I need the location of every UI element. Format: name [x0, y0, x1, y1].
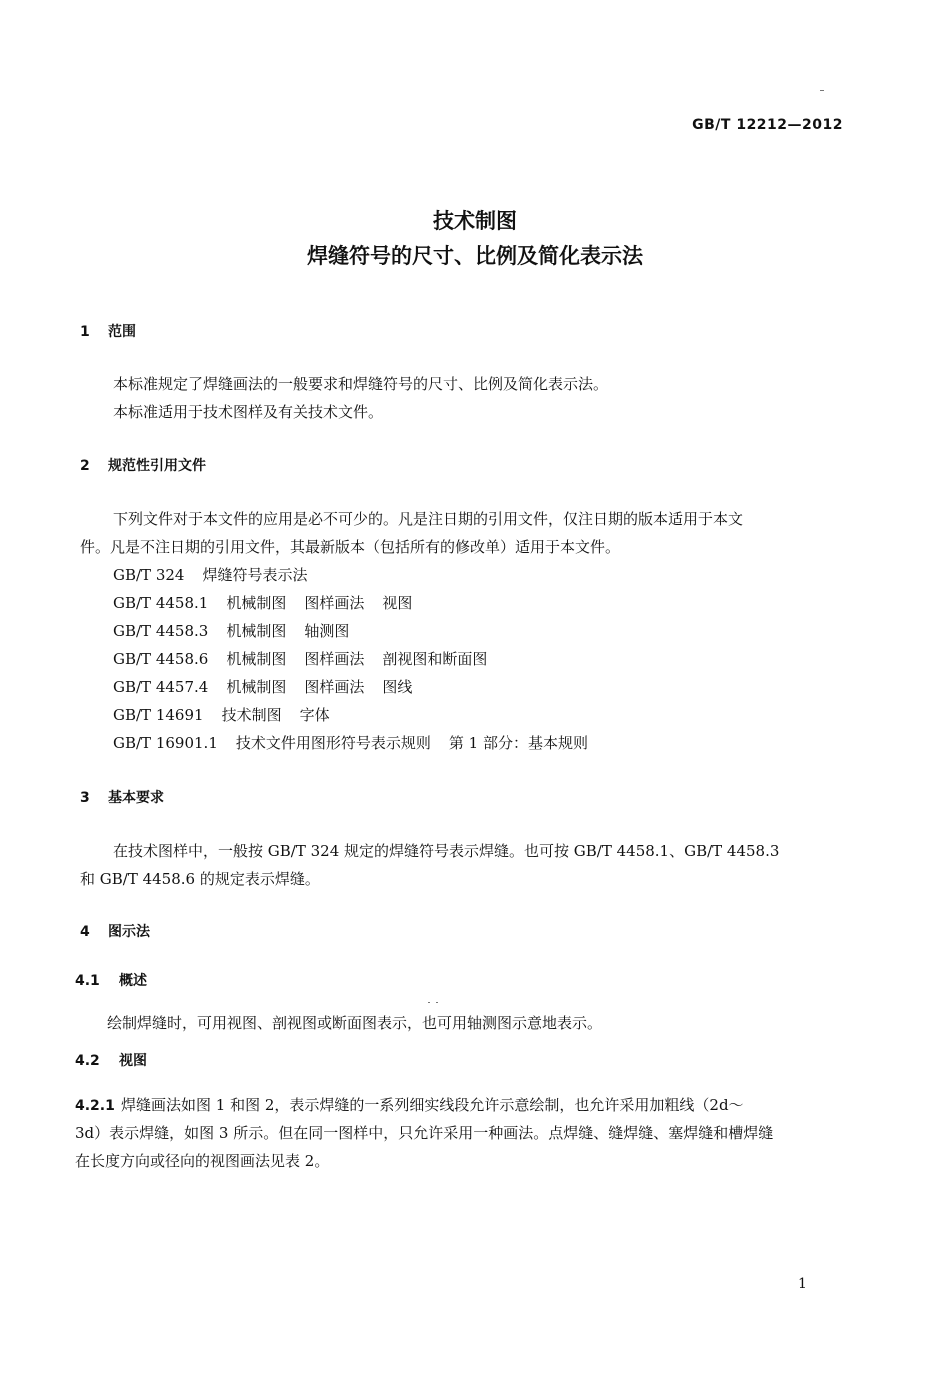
section-number: 3 [80, 790, 90, 806]
reference-title-part: 第 1 部分：基本规则 [448, 734, 588, 752]
section-4-1-text: 绘制焊缝时，可用视图、剖视图或断面图表示，也可用轴测图示意地表示。 [107, 1014, 603, 1032]
section-title: 规范性引用文件 [108, 458, 206, 474]
reference-code: GB/T 16901.1 [113, 734, 218, 752]
section-4-1-heading [75, 970, 147, 990]
reference-title-part: 技术制图 [221, 706, 282, 724]
reference-title-part: 图样画法 [304, 594, 365, 612]
scan-speck [820, 90, 824, 91]
reference-item [113, 592, 412, 613]
section-title: 视图 [119, 1053, 147, 1069]
section-4-2-1-line-2: 3d）表示焊缝，如图 3 所示。但在同一图样中，只允许采用一种画法。点焊缝、缝焊缝、塞焊缝和槽焊缝 [75, 1124, 774, 1142]
reference-title-part: 视图 [382, 594, 413, 612]
section-title: 概述 [119, 973, 147, 989]
reference-item [113, 676, 412, 697]
section-3-text-line-1: 在技术图样中，一般按 GB/T 324 规定的焊缝符号表示焊缝。也可按 GB/T 4458.1、GB/T 4458.3 [113, 842, 780, 860]
reference-title-part: 机械制图 [226, 622, 287, 640]
reference-title-part: 图线 [382, 678, 413, 696]
reference-title-part: 剖视图和断面图 [382, 650, 488, 668]
section-title: 基本要求 [108, 790, 164, 806]
section-3-text-line-2: 和 GB/T 4458.6 的规定表示焊缝。 [80, 870, 320, 888]
section-4-2-1-line-3: 在长度方向或径向的视图画法见表 2。 [75, 1152, 330, 1170]
reference-title-part: 机械制图 [226, 650, 287, 668]
reference-item [113, 648, 487, 669]
document-title-line2: 焊缝符号的尺寸、比例及简化表示法 [307, 244, 643, 268]
section-title: 图示法 [108, 924, 150, 940]
reference-title-part: 图样画法 [304, 678, 365, 696]
section-number: 2 [80, 458, 90, 474]
reference-item [113, 620, 349, 641]
reference-item [113, 564, 307, 585]
reference-title-part: 机械制图 [226, 678, 287, 696]
reference-code: GB/T 4458.3 [113, 622, 209, 640]
section-1-paragraph-2: 本标准适用于技术图样及有关技术文件。 [113, 403, 384, 421]
section-2-heading [80, 455, 206, 475]
standard-number: GB/T 12212—2012 [692, 117, 843, 133]
reference-item [113, 704, 330, 725]
reference-title-part: 字体 [299, 706, 330, 724]
section-number: 4 [80, 924, 90, 940]
section-1-heading [80, 321, 136, 341]
page-number: 1 [798, 1276, 807, 1292]
document-title-line1: 技术制图 [433, 209, 517, 233]
section-number: 4.1 [75, 973, 100, 989]
section-title: 范围 [108, 324, 136, 340]
scan-speck [436, 1002, 438, 1003]
section-2-intro-line-1: 下列文件对于本文件的应用是必不可少的。凡是注日期的引用文件，仅注日期的版本适用于本文 [113, 510, 744, 528]
section-number: 1 [80, 324, 90, 340]
section-1-paragraph-1: 本标准规定了焊缝画法的一般要求和焊缝符号的尺寸、比例及简化表示法。 [113, 375, 609, 393]
section-2-intro-line-2: 件。凡是不注日期的引用文件，其最新版本（包括所有的修改单）适用于本文件。 [80, 538, 621, 556]
reference-title-part: 图样画法 [304, 650, 365, 668]
section-4-2-heading [75, 1050, 147, 1070]
reference-code: GB/T 4458.1 [113, 594, 209, 612]
section-4-heading [80, 921, 150, 941]
reference-title-part: 技术文件用图形符号表示规则 [235, 734, 431, 752]
section-number: 4.2 [75, 1053, 100, 1069]
scan-speck [428, 1002, 430, 1003]
reference-title-part: 轴测图 [304, 622, 350, 640]
reference-code: GB/T 14691 [113, 706, 204, 724]
clause-number: 4.2.1 [75, 1098, 115, 1114]
clause-text: 焊缝画法如图 1 和图 2，表示焊缝的一系列细实线段允许示意绘制，也允许采用加粗线（2d～ [121, 1096, 744, 1114]
reference-title: 焊缝符号表示法 [202, 566, 308, 584]
reference-code: GB/T 324 [113, 566, 185, 584]
reference-item [113, 732, 588, 753]
reference-code: GB/T 4458.6 [113, 650, 209, 668]
section-3-heading [80, 787, 164, 807]
section-4-2-1-line-1 [75, 1094, 744, 1115]
reference-code: GB/T 4457.4 [113, 678, 209, 696]
reference-title-part: 机械制图 [226, 594, 287, 612]
